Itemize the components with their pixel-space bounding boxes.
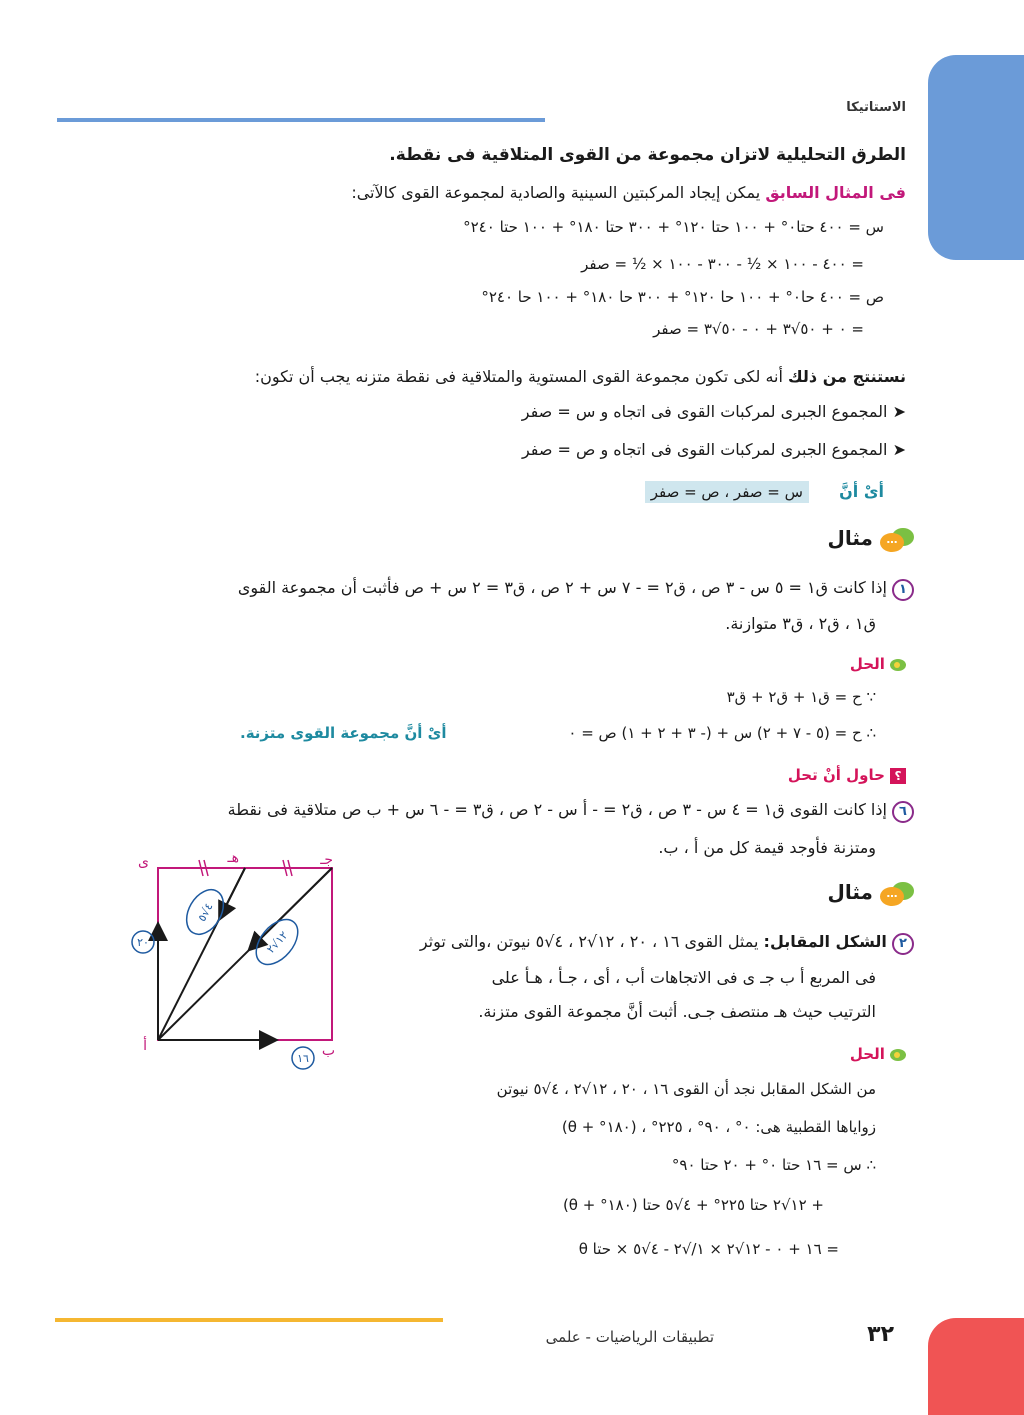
header-rule: [57, 118, 545, 122]
label-j: جـ: [320, 852, 333, 868]
example1-sol2-note: أىْ أنَّ مجموعة القوى متزنة.: [240, 724, 447, 742]
chapter-tab: [928, 55, 1024, 260]
example2-s2: زواياها القطبية هى: ٠° ، ٩٠° ، ٢٢٥° ، (١٨٠° + θ): [561, 1118, 876, 1136]
force-label-12r2: ١٢√٢: [264, 928, 291, 956]
bullet-1-text: المجموع الجبرى لمركبات القوى فى اتجاه و س = صفر: [521, 402, 888, 421]
try-number: ٦: [892, 801, 914, 823]
bullet-1: [522, 402, 906, 421]
try-line2: ومتزنة فأوجد قيمة كل من أ ، ب.: [658, 838, 876, 857]
force-4r5-arrow: [220, 868, 245, 918]
label-a: أ: [143, 1038, 147, 1054]
example1-title: مثال: [827, 526, 873, 550]
example2-line3: الترتيب حيث هـ منتصف جـى. أثبت أنَّ مجموعة القوى متزنة.: [478, 1002, 876, 1021]
eq-sy2: = ٠ + ٥٠√٣ + ٠ - ٥٠√٣ = صفر: [653, 320, 864, 338]
solution-label-text: الحل: [849, 655, 885, 673]
ie-row: [645, 482, 884, 501]
force-12r2-arrow: [250, 868, 332, 949]
try-line1: [228, 800, 914, 823]
eq-sx1: س = ٤٠٠ حتا٠° + ١٠٠ حتا ١٢٠° + ٣٠٠ حتا ١٨٠° + ١٠٠ حتا ٢٤٠°: [463, 218, 884, 236]
example1-number: ١: [892, 579, 914, 601]
try-label: حاول أنْ تحل: [787, 766, 885, 784]
page-corner-tab: [928, 1318, 1024, 1415]
example1-sol2: ∴ ح = (٥ - ٧ + ٢) س + (- ٣ + ٢ + ١) ص = ٠: [568, 724, 876, 742]
example2-lead: الشكل المقابل:: [763, 932, 887, 951]
example2-s3: ∴ س = ١٦ حتا ٠° + ٢٠ حتا ٩٠°: [671, 1156, 876, 1174]
conclusion-lead: نستنتج من ذلك: [788, 367, 906, 386]
arrow-bullet-icon: ➤: [887, 440, 906, 459]
header-label: الاستاتيكا: [846, 100, 906, 115]
example2-s1: من الشكل المقابل نجد أن القوى ١٦ ، ٢٠ ، ١٢√٢ ، ٤√٥ نيوتن: [496, 1080, 876, 1098]
conclusion-rest: أنه لكى تكون مجموعة القوى المستوية والمتلاقية فى نقطة متزنه يجب أن تكون:: [254, 367, 789, 386]
example2-number: ٢: [892, 933, 914, 955]
example2-title: مثال: [827, 880, 873, 904]
example1-line1: [238, 578, 914, 601]
section-title: الطرق التحليلية لاتزان مجموعة من القوى المتلاقية فى نقطة.: [389, 145, 906, 165]
eq-sy1: ص = ٤٠٠ حا٠° + ١٠٠ حا ١٢٠° + ٣٠٠ حا ١٨٠° + ١٠٠ حا ٢٤٠°: [481, 288, 884, 306]
solution-dot-icon: [890, 659, 906, 671]
example1-sol1: ∵ ح = ق١ + ق٢ + ق٣: [726, 688, 876, 706]
example1-heading: [827, 526, 914, 554]
try-text-1: إذا كانت القوى ق١ = ٤ س - ٣ ص ، ق٢ = - أ س - ٢ ص ، ق٣ = - ٦ س + ب ص متلاقية فى نقطة: [227, 800, 887, 819]
speech-bubble-icon: …: [878, 882, 914, 908]
footer-rule: [55, 1318, 443, 1322]
bullet-2-text: المجموع الجبرى لمركبات القوى فى اتجاه و ص = صفر: [521, 440, 888, 459]
arrow-bullet-icon: ➤: [887, 402, 906, 421]
ie-label: أىْ أنَّ: [839, 482, 884, 501]
label-h: هـ: [227, 850, 239, 866]
force-label-16: ١٦: [297, 1052, 309, 1065]
label-b: ب: [321, 1043, 335, 1059]
force-label-4r5: ٤√٥: [195, 900, 216, 924]
conclusion-paragraph: [255, 367, 906, 386]
example2-line2: فى المربع أ ب جـ ى فى الاتجاهات أب ، أى ، جـأ ، هـأ على: [491, 968, 876, 987]
ie-box: س = صفر ، ص = صفر: [645, 481, 809, 503]
example2-solution-label: [850, 1044, 906, 1063]
page-number: ٣٢: [867, 1322, 894, 1347]
intro-lead: فى المثال السابق: [765, 183, 906, 202]
example2-heading: [827, 880, 914, 908]
example2-s5: = ١٦ + ٠ - ١٢√٢ × ١/√٢ - ٤√٥ × حتا θ: [578, 1240, 839, 1258]
example2-s4: + ١٢√٢ حتا ٢٢٥° + ٤√٥ حتا (١٨٠° + θ): [562, 1196, 824, 1214]
example2-text-1: يمثل القوى ١٦ ، ٢٠ ، ١٢√٢ ، ٤√٥ نيوتن ،والتى توثر: [419, 932, 764, 951]
solution-dot-icon: [890, 1049, 906, 1061]
force-label-20: ٢٠: [137, 936, 149, 949]
try-heading: [788, 765, 906, 784]
question-icon: ؟: [890, 768, 906, 784]
square-force-diagram: [125, 850, 365, 1080]
speech-bubble-icon: …: [878, 528, 914, 554]
label-d: ى: [138, 854, 149, 870]
example1-solution-label: [850, 654, 906, 673]
example1-text-1: إذا كانت ق١ = ٥ س - ٣ ص ، ق٢ = - ٧ س + ٢ ص ، ق٣ = ٢ س + ص فأثبت أن مجموعة القوى: [237, 578, 887, 597]
example2-line1: [420, 932, 914, 955]
intro-rest: يمكن إيجاد المركبتين السينية والصادية لمجموعة القوى كالآتى:: [351, 183, 766, 202]
solution-label-text: الحل: [849, 1045, 885, 1063]
book-title: تطبيقات الرياضيات - علمى: [545, 1328, 714, 1346]
example1-line2: ق١ ، ق٢ ، ق٣ متوازنة.: [725, 614, 876, 633]
eq-sx2: = ٤٠٠ - ١٠٠ × ½ - ٣٠٠ - ١٠٠ × ½ = صفر: [581, 255, 864, 273]
intro-paragraph: [351, 183, 906, 202]
bullet-2: [522, 440, 906, 459]
